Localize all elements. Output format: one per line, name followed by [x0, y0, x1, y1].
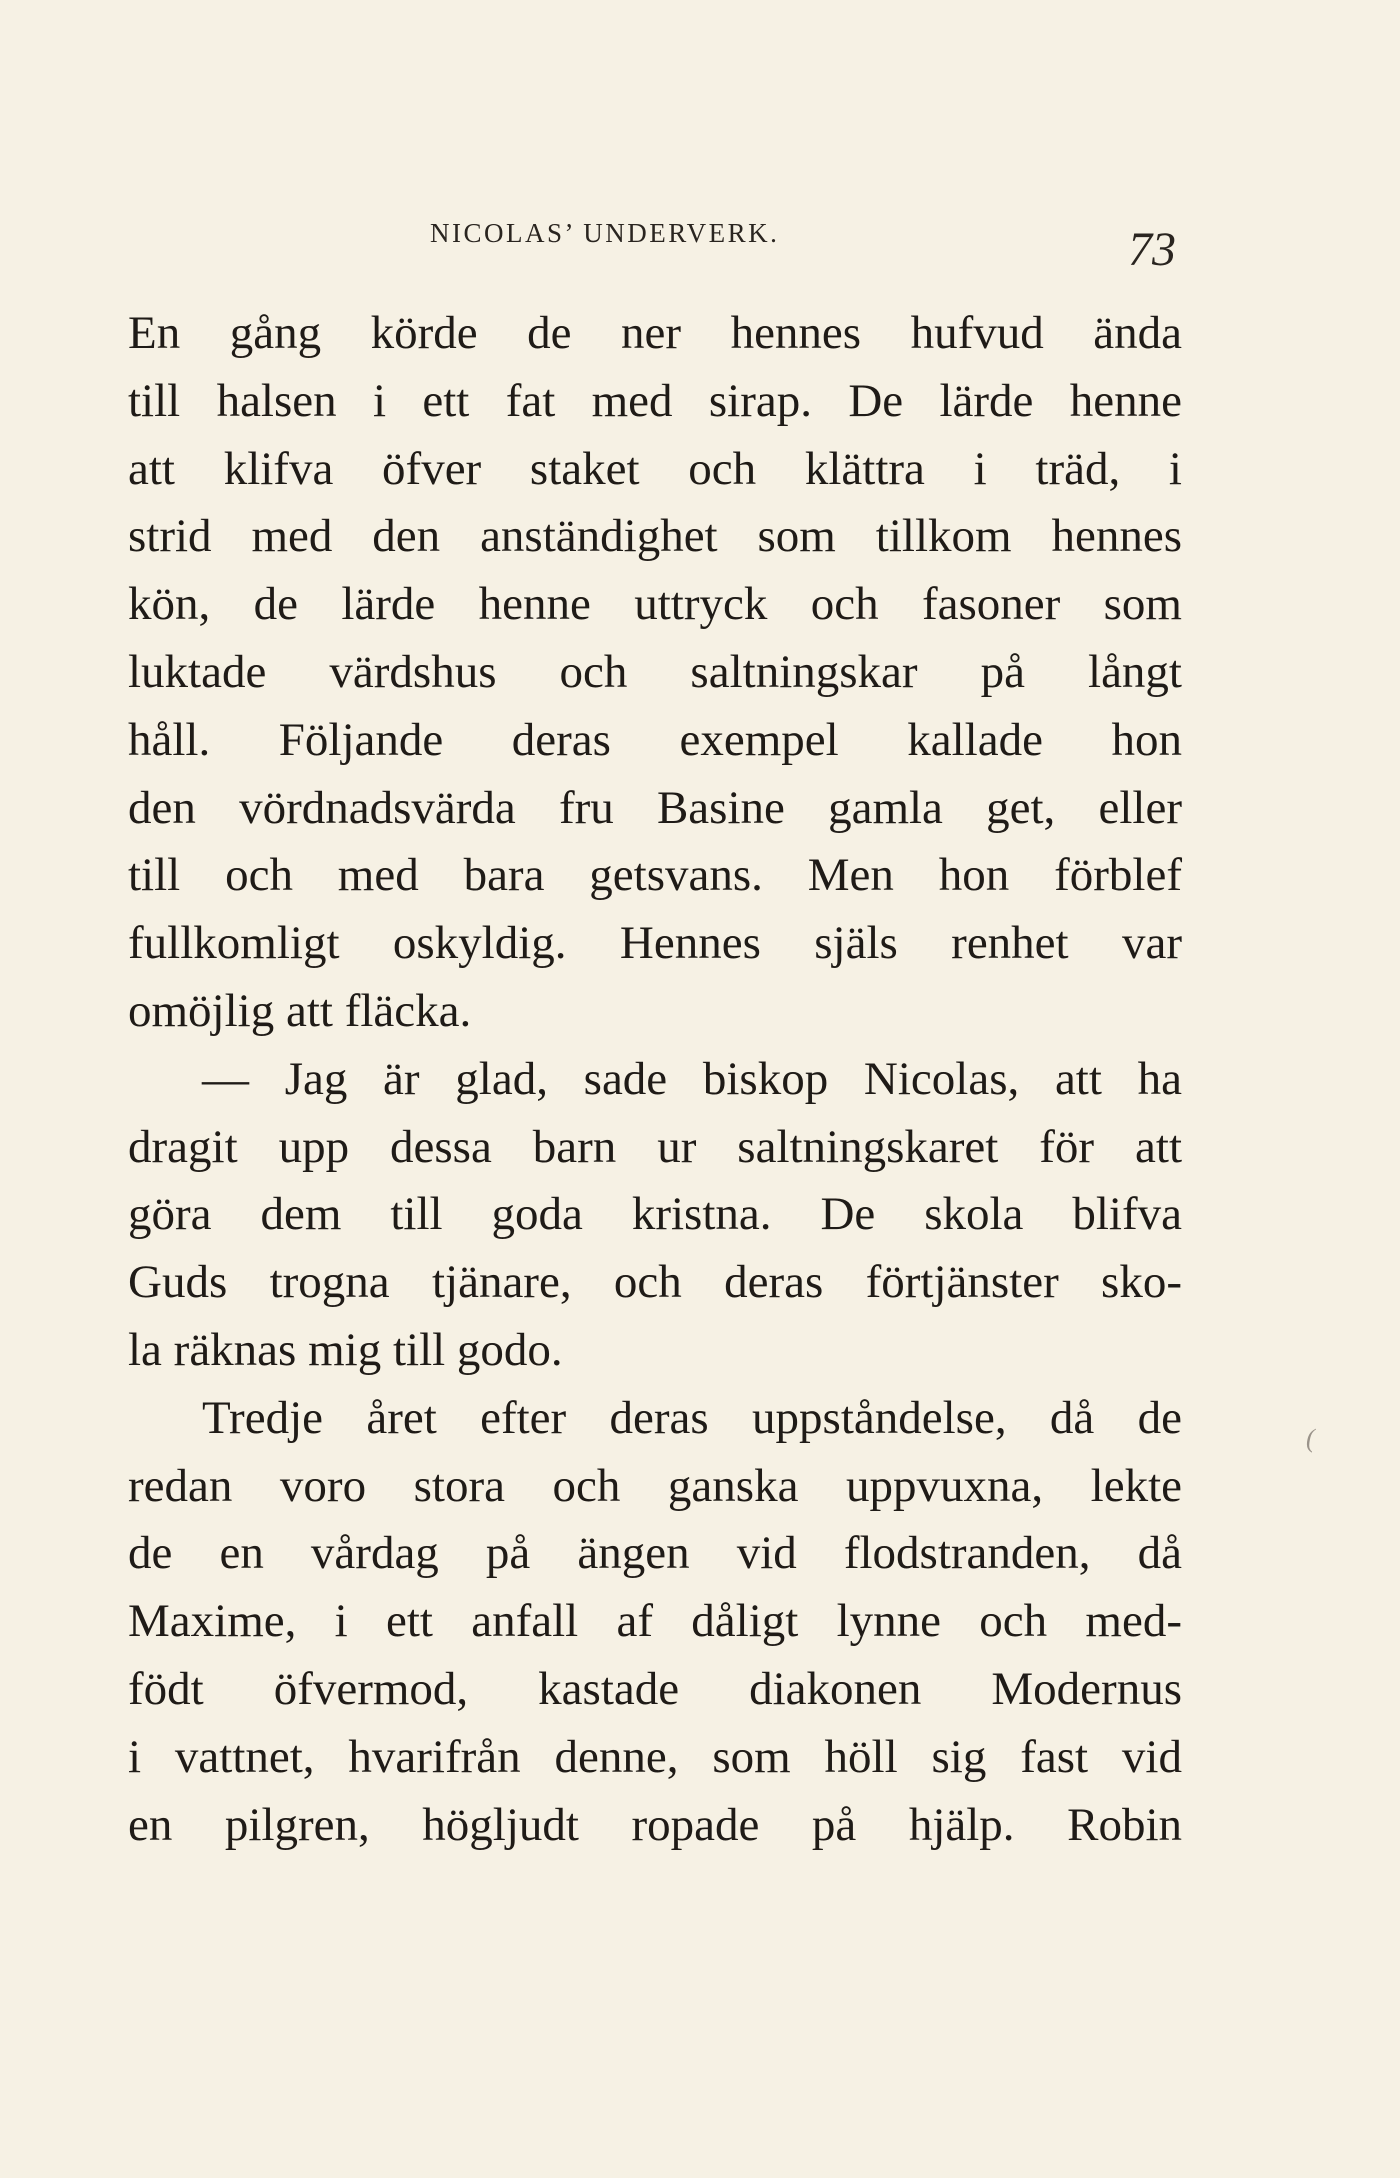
text-line: de en vårdag på ängen vid flodstranden, då [128, 1527, 1182, 1580]
text-line: — Jag är glad, sade biskop Nicolas, att ha [202, 1052, 1182, 1105]
text-line: Maxime, i ett anfall af dåligt lynne och med- [128, 1595, 1182, 1648]
text-line: dragit upp dessa barn ur saltningskaret för att [128, 1120, 1182, 1173]
text-line: omöjlig att fläcka. [128, 984, 472, 1037]
text-line: en pilgren, högljudt ropade på hjälp. Robin [128, 1798, 1182, 1851]
text-line: strid med den anständighet som tillkom hennes [128, 510, 1182, 563]
text-line: la räknas mig till godo. [128, 1323, 563, 1376]
text-line: håll. Följande deras exempel kallade hon [128, 713, 1182, 766]
text-line: redan voro stora och ganska uppvuxna, lekte [128, 1459, 1182, 1512]
text-line: kön, de lärde henne uttryck och fasoner som [128, 578, 1182, 631]
text-line: den vördnadsvärda fru Basine gamla get, eller [128, 781, 1182, 834]
text-line: Tredje året efter deras uppståndelse, då de [202, 1391, 1182, 1444]
text-line: Guds trogna tjänare, och deras förtjänster sko- [128, 1256, 1182, 1309]
text-line: göra dem till goda kristna. De skola blifva [128, 1188, 1182, 1241]
margin-mark: ( [1306, 1424, 1315, 1453]
text-line: luktade värdshus och saltningskar på långt [128, 645, 1182, 698]
text-line: i vattnet, hvarifrån denne, som höll sig fast vid [128, 1730, 1182, 1783]
text-line: att klifva öfver staket och klättra i träd, i [128, 442, 1182, 495]
text-line: En gång körde de ner hennes hufvud ända [128, 307, 1182, 359]
body-text [128, 300, 1182, 1859]
text-line: till och med bara getsvans. Men hon förblef [128, 849, 1182, 902]
text-line: födt öfvermod, kastade diakonen Modernus [128, 1662, 1182, 1715]
text-line: fullkomligt oskyldig. Hennes själs renhet var [128, 917, 1182, 970]
text-line: till halsen i ett fat med sirap. De lärde henne [128, 374, 1182, 427]
page-number: 73 [1128, 223, 1176, 276]
running-head: NICOLAS’ UNDERVERK. [430, 218, 780, 248]
